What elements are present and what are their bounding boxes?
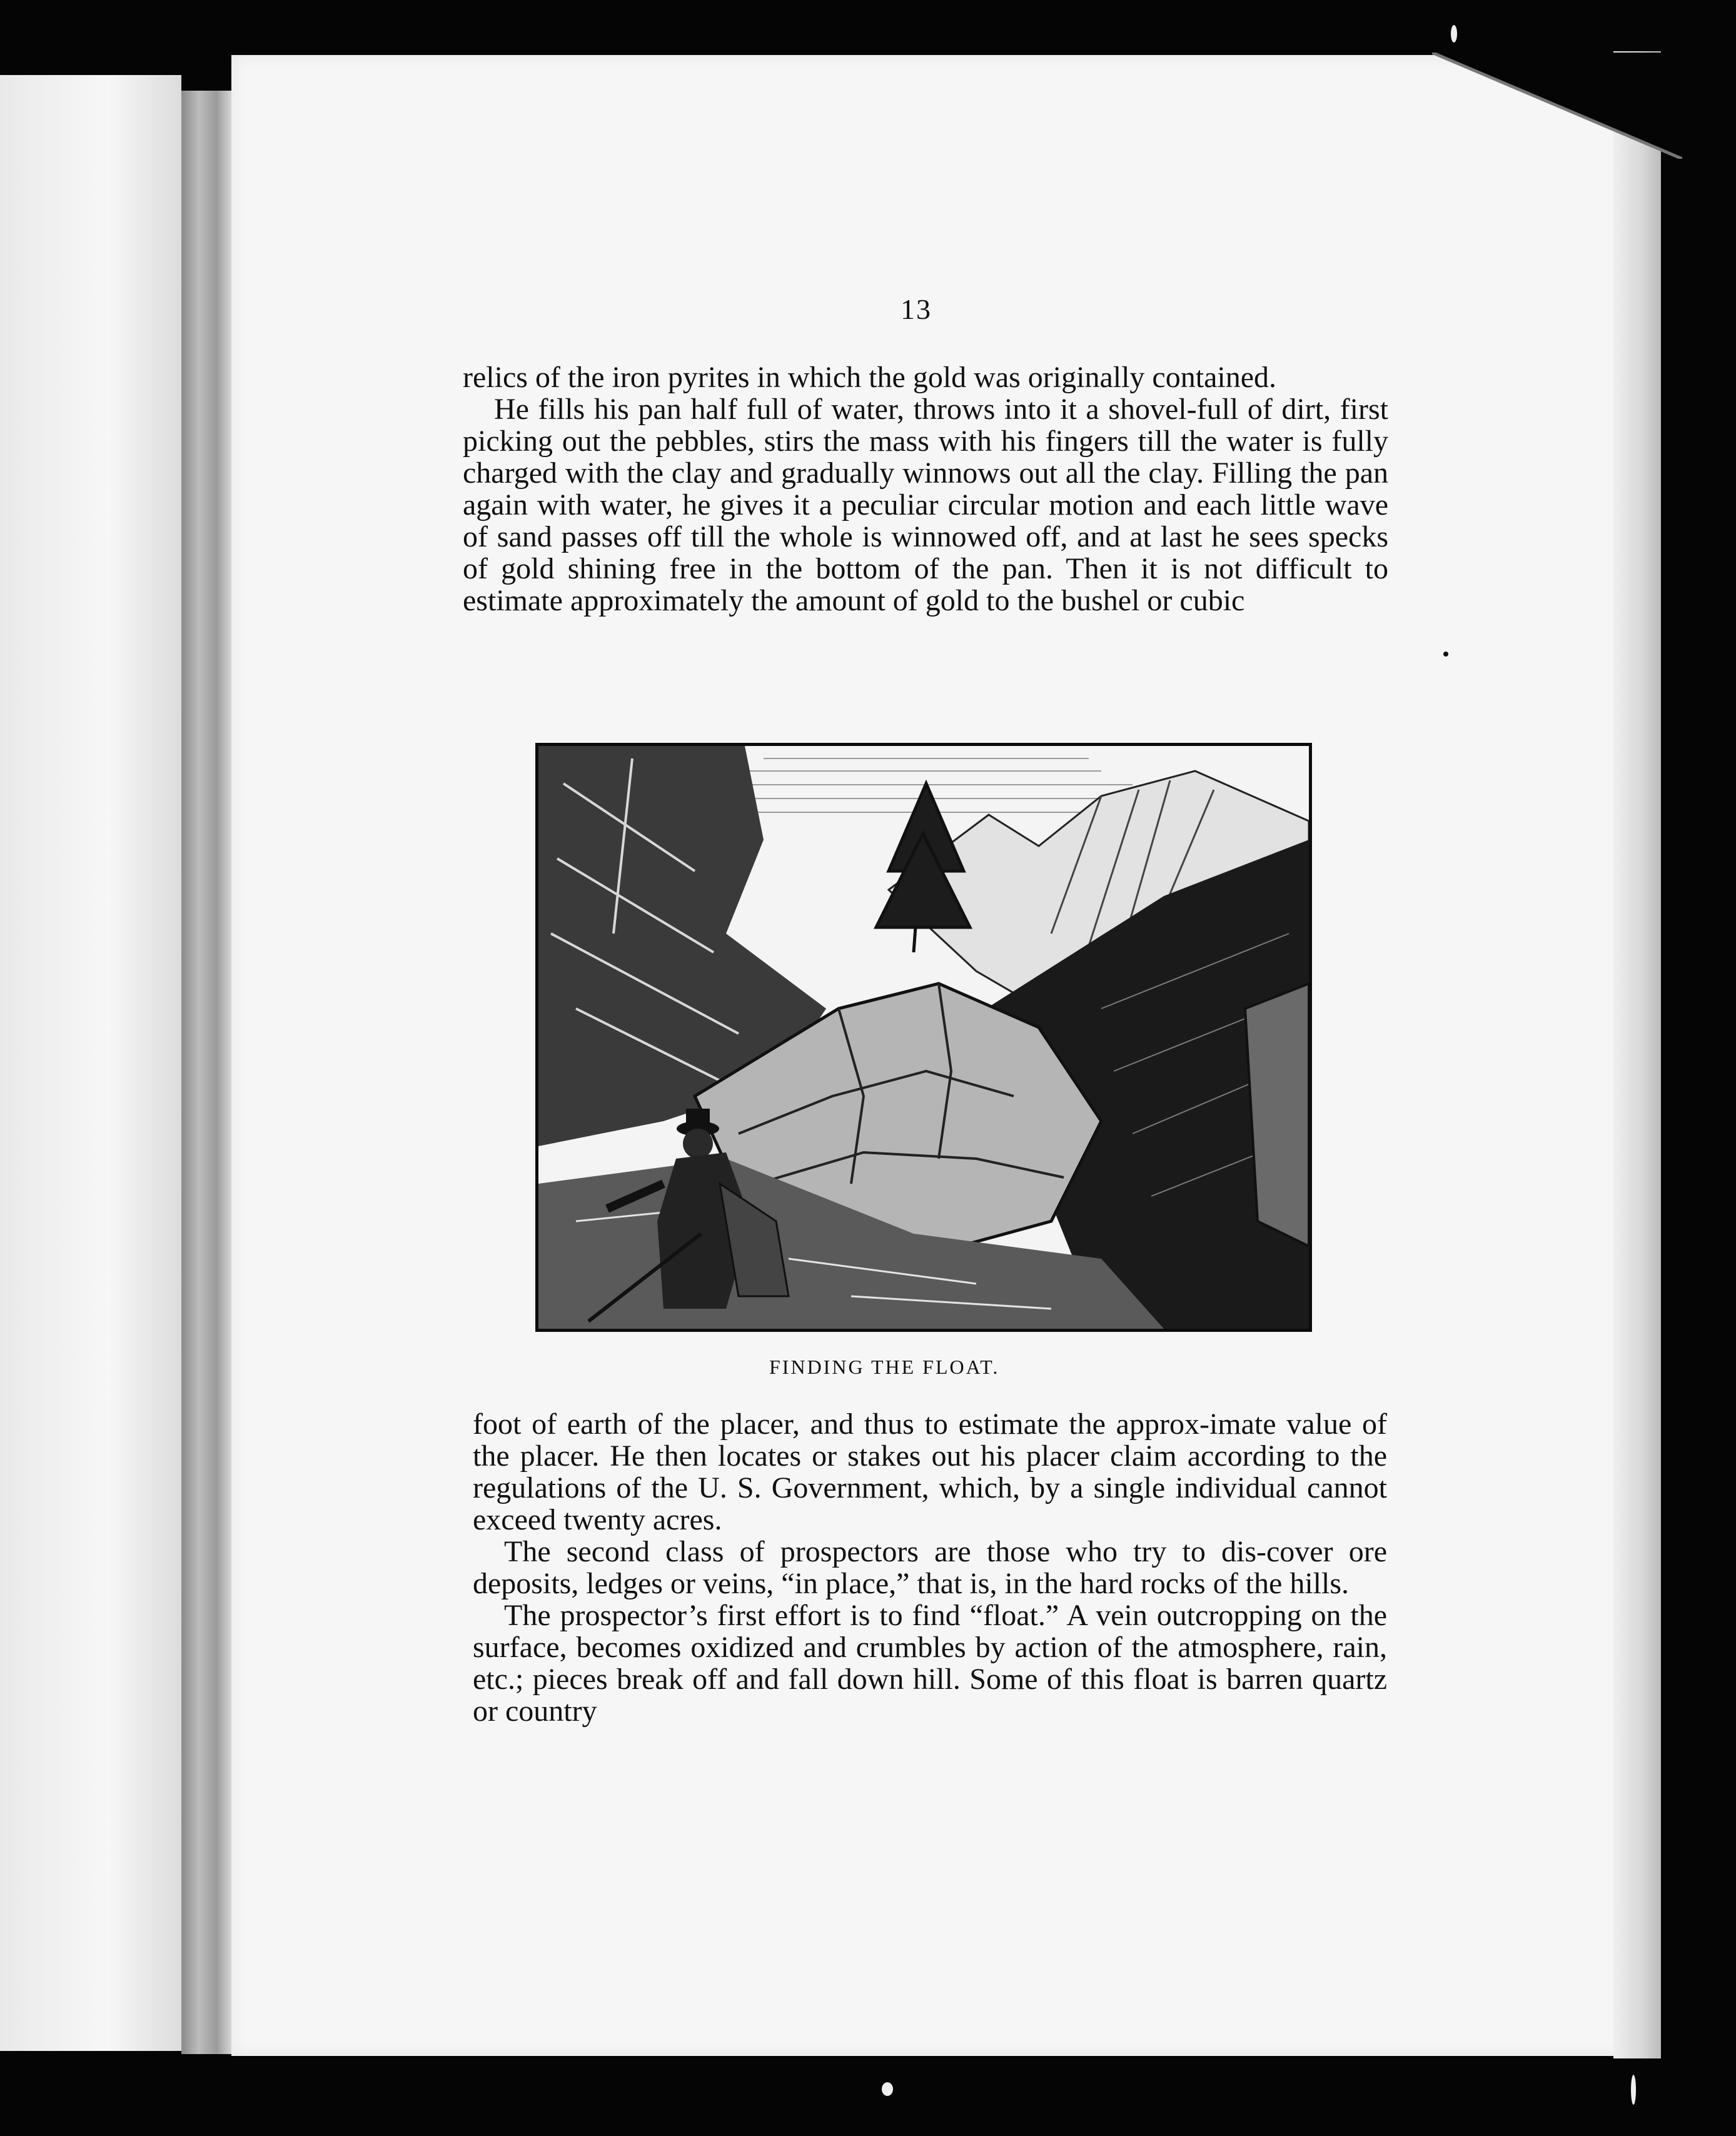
figure-caption: FINDING THE FLOAT. xyxy=(769,1356,1000,1378)
page-edge xyxy=(1613,51,1661,2058)
scan-speck xyxy=(1443,652,1448,657)
body-text-bottom xyxy=(473,1408,1387,1727)
body-text-top xyxy=(463,361,1388,617)
illustration-finding-the-float xyxy=(535,743,1312,1332)
left-page xyxy=(0,75,181,2051)
book-gutter xyxy=(181,91,231,2054)
engraving-image xyxy=(538,746,1309,1329)
paragraph: The second class of prospectors are those who try to dis-cover ore deposits, ledges or veins, “in place,” that is, in the hard rocks of the hills. xyxy=(473,1535,1387,1600)
scan-speck xyxy=(1451,25,1457,43)
page-number: 13 xyxy=(901,293,932,325)
paragraph: foot of earth of the placer, and thus to estimate the approx-imate value of the placer. He then locates or stakes out his placer claim according to the regulations of the U. S. Government, which, by a single individual cannot exceed twenty acres. xyxy=(473,1408,1387,1536)
paragraph: relics of the iron pyrites in which the gold was originally contained. xyxy=(463,361,1277,394)
scan-speck xyxy=(882,2082,893,2096)
scan-speck xyxy=(1631,2075,1636,2105)
paragraph: He fills his pan half full of water, throws into it a shovel-full of dirt, first picking out the pebbles, stirs the mass with his fingers till the water is fully charged with the clay and gradually winnows out all the clay. Filling the pan again with water, he gives it a peculiar circular motion and each little wave of sand passes off till the whole is winnowed off, and at last he sees specks of gold shining free in the bottom of the pan. Then it is not difficult to estimate approximately the amount of gold to the bushel or cubic xyxy=(463,393,1388,617)
folded-corner xyxy=(1432,53,1682,159)
paragraph: The prospector’s first effort is to find “float.” A vein outcropping on the surface, becomes oxidized and crumbles by action of the atmosphere, rain, etc.; pieces break off and fall down hill. Some of this float is barren quartz or country xyxy=(473,1599,1387,1728)
